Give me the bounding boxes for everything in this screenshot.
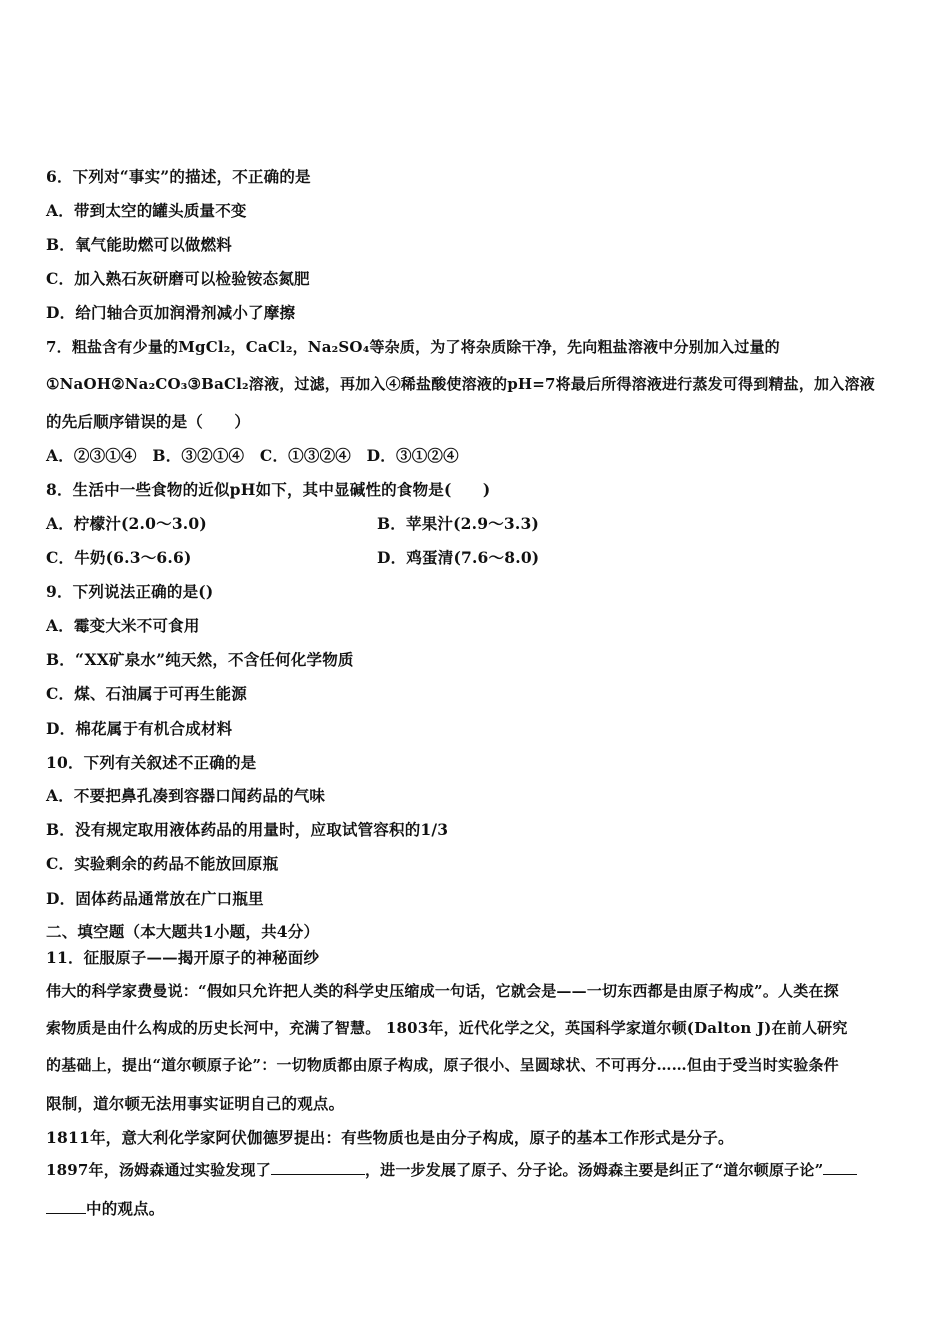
q8-option-b: B．苹果汁(2.9～3.3) bbox=[377, 514, 540, 533]
q9-stem: 9．下列说法正确的是() bbox=[46, 582, 214, 601]
passage-line-7 bbox=[46, 1197, 165, 1219]
answer-blank-1[interactable] bbox=[271, 1173, 365, 1175]
q8-option-c: C．牛奶(6.3～6.6) bbox=[46, 548, 192, 567]
q6-option-b: B．氧气能助燃可以做燃料 bbox=[46, 235, 233, 254]
q8-option-a: A．柠檬汁(2.0～3.0) bbox=[46, 514, 207, 533]
q6-stem: 6．下列对“事实”的描述，不正确的是 bbox=[46, 167, 311, 186]
passage-text: 1897年，汤姆森通过实验发现了 bbox=[46, 1161, 271, 1179]
passage-text: ，进一步发展了原子、分子论。汤姆森主要是纠正了“道尔顿原子论” bbox=[364, 1161, 824, 1179]
q11-title: 11．征服原子——揭开原子的神秘面纱 bbox=[46, 948, 320, 967]
passage-line-6 bbox=[46, 1159, 857, 1180]
q10-option-b: B．没有规定取用液体药品的用量时，应取试管容积的1/3 bbox=[46, 820, 449, 839]
q9-option-b: B．“XX矿泉水”纯天然，不含任何化学物质 bbox=[46, 650, 354, 669]
q6-option-d: D．给门轴合页加润滑剂减小了摩擦 bbox=[46, 303, 296, 322]
q7-stem-line2: ①NaOH②Na₂CO₃③BaCl₂溶液，过滤，再加入④稀盐酸使溶液的pH=7将最后所得溶液进行蒸发可得到精盐，加入溶液 bbox=[46, 375, 875, 393]
q10-option-a: A．不要把鼻孔凑到容器口闻药品的气味 bbox=[46, 786, 326, 805]
q10-option-d: D．固体药品通常放在广口瓶里 bbox=[46, 889, 264, 908]
q9-option-d: D．棉花属于有机合成材料 bbox=[46, 719, 233, 738]
q7-stem-line1: 7．粗盐含有少量的MgCl₂，CaCl₂，Na₂SO₄等杂质，为了将杂质除干净，先向粗盐溶液中分别加入过量的 bbox=[46, 338, 780, 356]
q7-options: A．②③①④ B．③②①④ C．①③②④ D．③①②④ bbox=[46, 446, 459, 465]
q9-option-a: A．霉变大米不可食用 bbox=[46, 616, 200, 635]
section-heading: 二、填空题（本大题共1小题，共4分） bbox=[46, 922, 320, 941]
q10-stem: 10．下列有关叙述不正确的是 bbox=[46, 753, 257, 772]
q8-stem: 8．生活中一些食物的近似pH如下，其中显碱性的食物是( ) bbox=[46, 480, 491, 499]
passage-text: 中的观点。 bbox=[86, 1199, 165, 1218]
passage-line-1: 伟大的科学家费曼说：“假如只允许把人类的科学史压缩成一句话，它就会是——一切东西都是由原子构成”。人类在探 bbox=[46, 982, 839, 1000]
passage-line-3: 的基础上，提出“道尔顿原子论”：一切物质都由原子构成，原子很小、呈圆球状、不可再分……但由于受当时实验条件 bbox=[46, 1056, 839, 1074]
q8-option-row bbox=[46, 512, 207, 534]
q10-option-c: C．实验剩余的药品不能放回原瓶 bbox=[46, 854, 279, 873]
q8-option-d: D．鸡蛋清(7.6～8.0) bbox=[377, 548, 540, 567]
answer-blank-2a[interactable] bbox=[823, 1173, 857, 1175]
q9-option-c: C．煤、石油属于可再生能源 bbox=[46, 684, 247, 703]
q6-option-a: A．带到太空的罐头质量不变 bbox=[46, 201, 247, 220]
q7-stem-line3: 的先后顺序错误的是（ ） bbox=[46, 412, 251, 431]
q8-option-row bbox=[46, 546, 192, 568]
passage-line-4: 限制，道尔顿无法用事实证明自己的观点。 bbox=[46, 1094, 345, 1113]
q6-option-c: C．加入熟石灰研磨可以检验铵态氮肥 bbox=[46, 269, 310, 288]
passage-line-5: 1811年，意大利化学家阿伏伽德罗提出：有些物质也是由分子构成，原子的基本工作形式是分子。 bbox=[46, 1128, 734, 1147]
answer-blank-2b[interactable] bbox=[46, 1212, 86, 1214]
passage-line-2: 索物质是由什么构成的历史长河中，充满了智慧。 1803年，近代化学之父，英国科学家道尔顿(Dalton J)在前人研究 bbox=[46, 1019, 848, 1037]
